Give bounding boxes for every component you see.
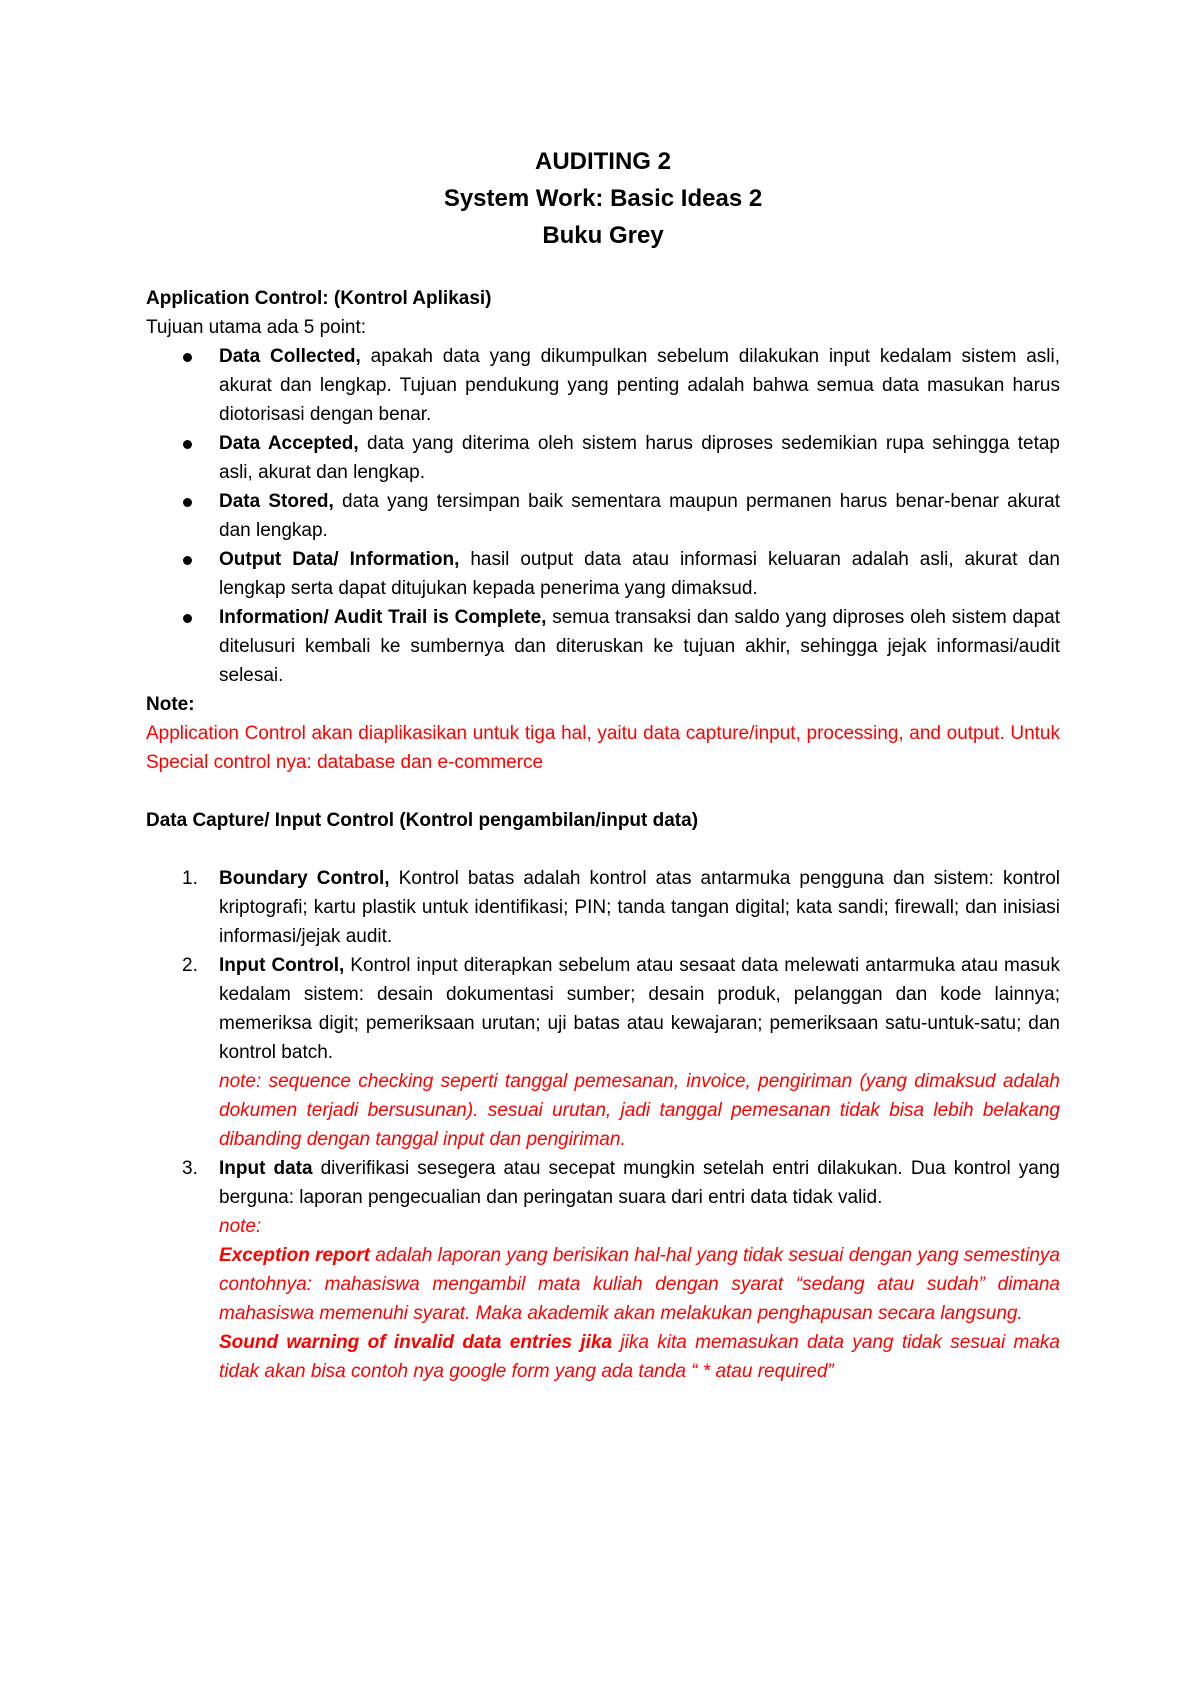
exception-report-term: Exception report	[219, 1245, 370, 1266]
item-term: Output Data/ Information,	[219, 549, 460, 570]
title-line-3: Buku Grey	[542, 222, 664, 249]
item-term: Boundary Control,	[219, 868, 390, 889]
title-line-2: System Work: Basic Ideas 2	[443, 185, 763, 212]
bullet-icon	[183, 498, 192, 507]
input-control-list	[146, 864, 1060, 1386]
bullet-icon	[183, 440, 192, 449]
item-term: Input data	[219, 1158, 313, 1179]
list-item	[146, 487, 1060, 545]
sound-warning-text: jika kita memasukan data yang tidak sesuai maka tidak akan bisa contoh nya google form yang ada tanda “ * atau required”	[219, 1332, 1060, 1382]
bullet-icon	[183, 556, 192, 565]
item-term: Input Control,	[219, 955, 345, 976]
exception-report-note	[219, 1241, 1060, 1328]
sound-warning-term: Sound warning of invalid data entries jika	[219, 1332, 613, 1353]
bullet-icon	[183, 614, 192, 623]
list-item	[146, 545, 1060, 603]
item-number: 3.	[182, 1158, 198, 1179]
title-line-1: AUDITING 2	[534, 148, 671, 175]
bullet-icon	[183, 353, 192, 362]
sound-warning-note	[219, 1328, 1060, 1386]
item-text: data yang diterima oleh sistem harus diproses sedemikian rupa sehingga tetap asli, akurat dan lengkap.	[219, 433, 1060, 483]
list-item	[146, 429, 1060, 487]
document-title	[146, 143, 1060, 254]
list-item	[146, 342, 1060, 429]
input-control-heading: Data Capture/ Input Control (Kontrol pengambilan/input data)	[146, 810, 699, 831]
item-text: Kontrol input diterapkan sebelum atau sesaat data melewati antarmuka atau masuk kedalam sistem: desain dokumentasi sumber; desain produk, pelanggan dan kode lainnya; memeriksa digit; pemeriksaan urutan; uji batas atau kewajaran; pemeriksaan satu-untuk-satu; dan kontrol batch.	[219, 955, 1060, 1063]
list-item	[146, 1154, 1060, 1386]
list-item	[146, 864, 1060, 951]
item-text: hasil output data atau informasi keluaran adalah asli, akurat dan lengkap serta dapat ditujukan kepada penerima yang dimaksud.	[219, 549, 1060, 599]
item-number: 2.	[182, 955, 198, 976]
item-text: diverifikasi sesegera atau secepat mungkin setelah entri dilakukan. Dua kontrol yang berguna: laporan pengecualian dan peringatan suara dari entri data tidak valid.	[219, 1158, 1060, 1208]
document-page	[146, 143, 1060, 1386]
note-label: Note:	[146, 694, 195, 715]
app-control-list	[146, 342, 1060, 690]
list-item	[146, 603, 1060, 690]
item-term: Data Stored,	[219, 491, 334, 512]
exception-report-text: adalah laporan yang berisikan hal-hal yang tidak sesuai dengan yang semestinya contohnya: mahasiswa mengambil mata kuliah dengan syarat “sedang atau sudah” dimana mahasiswa memenuhi syarat. Maka akademik akan melakukan penghapusan secara langsung.	[219, 1245, 1060, 1324]
list-item	[146, 951, 1060, 1154]
item-term: Data Collected,	[219, 346, 361, 367]
item-text: semua transaksi dan saldo yang diproses oleh sistem dapat ditelusuri kembali ke sumbernya dan diteruskan ke tujuan akhir, sehingga jejak informasi/audit selesai.	[219, 607, 1060, 686]
app-control-intro: Tujuan utama ada 5 point:	[146, 317, 367, 338]
item-note: note: sequence checking seperti tanggal pemesanan, invoice, pengiriman (yang dimaksud adalah dokumen terjadi bersusunan). sesuai urutan, jadi tanggal pemesanan tidak bisa lebih belakang dibanding dengan tanggal input dan pengiriman.	[219, 1071, 1060, 1150]
item-text: apakah data yang dikumpulkan sebelum dilakukan input kedalam sistem asli, akurat dan lengkap. Tujuan pendukung yang penting adalah bahwa semua data masukan harus diotorisasi dengan benar.	[219, 346, 1061, 425]
item-term: Information/ Audit Trail is Complete,	[219, 607, 547, 628]
item-text: data yang tersimpan baik sementara maupun permanen harus benar-benar akurat dan lengkap.	[219, 491, 1060, 541]
item-number: 1.	[182, 868, 198, 889]
app-control-heading: Application Control: (Kontrol Aplikasi)	[146, 288, 492, 309]
note-text: Application Control akan diaplikasikan untuk tiga hal, yaitu data capture/input, processing, and output. Untuk Special control nya: database dan e-commerce	[146, 723, 1060, 773]
item-note-label: note:	[219, 1216, 262, 1237]
item-text: Kontrol batas adalah kontrol atas antarmuka pengguna dan sistem: kontrol kriptografi; kartu plastik untuk identifikasi; PIN; tanda tangan digital; kata sandi; firewall; dan inisiasi informasi/jejak audit.	[219, 868, 1060, 947]
item-term: Data Accepted,	[219, 433, 359, 454]
